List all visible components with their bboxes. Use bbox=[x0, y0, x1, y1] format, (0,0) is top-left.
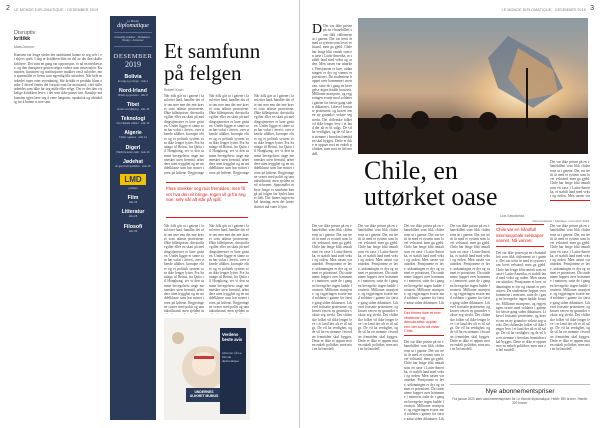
article-body-col2: Det var ikke prisen på en t-banebillett som fikk chilenerne ut i gatene. Det var tretti år med et system som lovet velstand, men ga gjeld. Chile har lenge blitt omtalt som en oase i Latin-Amerika, et stabilt land med vekst og orden. Men oasen var uttørket. Pensjonene er lave, utdanningen er dyr og vannet er privatisert. Da studentene hoppet over bommene i metroen, satte de i gang en bevegelse ingen hadde forutsett. Millioner marsjerte, og regjeringen svarte med soldater i gatene for første gang siden diktaturet. Likevel fortsatte protestene, og kravet om en ny grunnlov vokste seg sterkt. Det chilenske folket vil ikke lenger leve i et land der alt er til salgs. De vil ha verdighet, og de vil ha en stemme i hvordan fremtiden skal bygges. Dette er ikke et opprør mot en enkelt politiker, men mot en hel modell. bbox=[358, 224, 398, 352]
sidebar-bottom-sections bbox=[110, 195, 156, 233]
article-body-col1b: Når folk går ut i gatene i land etter land, handler det ofte om mer enn det ene kravet som utløste protestene. Økte billettpriser, drivstoffavgifter eller en skatt på meldingstjenester er bare gnisten. Under ligger et sinne som har vokst i årevis, over økende ulikhet, korrupte eliter og et politisk system som ikke lenger lytter. Fra Santiago til Beirut, fra Quito til Hongkong, ser vi den samme bevegelsen: unge mennesker uten fremtid, arbeidere uten trygghet og en middelklasse som har mistet troen på løftene. Regjeringene svarer med politi og unntakstilstand, men sjelden m bbox=[164, 224, 204, 313]
sidebar-section-sub: Folket i gatene · side 14 bbox=[119, 136, 147, 140]
article-body-col3: Når folk går ut i gatene i land etter land, handler det ofte om mer enn det ene kravet som utløste protestene. Økte billettpriser, drivstoffavgifter eller en skatt på meldingstjenester er bare gnisten. Under ligger et sinne som har vokst i årevis, over økende ulikhet, korrupte eliter og et politisk system som ikke lenger lytter. Fra Santiago til Beirut, fra Quito til Hongkong, ser vi den samme bevegelsen: unge mennesker uten fremtid, arbeidere uten trygghet og en middelklasse som har mistet troen på løftene. Regjeringene svarer med politi og unntakstilstand, men sjelden med reformer. Spørsmålet er hvor lenge et samfunn kan gå på felgen før hjulet løsner helt. Det finnes ingen enkel løsning, men det første skrittet må være å lytte. bbox=[254, 94, 294, 209]
sidebar-section-sub: Et gammelt spøkelse · side 18 bbox=[115, 164, 151, 168]
article-disruptiv bbox=[14, 30, 102, 417]
sidebar-section-title[interactable]: Nord-Irland bbox=[119, 87, 147, 94]
contents-sidebar bbox=[110, 16, 156, 420]
article-column-4 bbox=[450, 224, 490, 380]
sidebar-divider bbox=[114, 32, 152, 33]
article-column-3b bbox=[404, 340, 444, 420]
article-column-6 bbox=[550, 160, 590, 198]
article-column-2 bbox=[209, 94, 249, 176]
article-body-col1b: Det var ikke prisen på en t-banebillett som fikk chilenerne ut i gatene. Det var tretti år med et system som lovet velstand, men ga gjeld. Chile har lenge blitt omtalt som en oase i Latin-Amerika, et stabilt land med vekst og orden. Men oasen var uttørket. Pensjonene er lave, utdanningen er dyr og vannet er privatisert. Da studentene hoppet over bommene i metroen, satte de i gang en bevegelse ingen hadde forutsett. Millioner marsjerte, og regjeringen svarte med soldater i gatene for første gang siden diktaturet. Likevel fortsatte protestene, og kravet om en ny grunnlov vokste seg sterkt. Det chilenske folket vil ikke lenger leve i et land der alt er til salgs. De vil ha verdighet, og de vil ha en stemme i hvordan fremtiden skal bygges. Dette er ikke et opprør mot en enkelt politiker, men mot en hel modell. bbox=[312, 224, 352, 352]
article-body: Kunsten var lenge stedet der samfunnet kunne se seg selv i et skjevt speil. I dag er kritikken blitt en del av det den skulle kritisere. Det som en gang var opposisjon, er nå en merkevare, og den disruptive gesten selges videre som innovasjon. Kunstnere, kuratorer og institusjoner snakker om å utfordre, men spørsmålet er hvem som egentlig blir utfordret. Når hele markedet roper etter nytenkning, blir kritikk et produkt blant andre. Likevel finnes det fortsatt rom for motstand, i det stille arbeidet som ikke lar seg måle eller selge. Det er der den virkelige kritikken lever, i det som ikke passer inn. Kanskje må kunsten igjen lære seg å være langsom, upraktisk og ubrukelig for å kunne si noe sant. bbox=[14, 53, 102, 104]
drop-cap: D bbox=[312, 24, 323, 37]
masthead-small: Le Monde bbox=[127, 20, 139, 23]
sidebar-section-title[interactable]: Jødehat bbox=[123, 158, 143, 165]
article-column-2 bbox=[358, 224, 398, 420]
article-byline: Luis Sepúlveda bbox=[500, 214, 524, 218]
article-body-col5b: Det var ikke prisen på en t-banebillett som fikk chilenerne ut i gatene. Det var tretti år med et system som lovet velstand, men ga gjeld. Chile har lenge blitt omtalt som en oase i Latin-Amerika, et stabilt land med vekst og orden. Men oasen var uttørket. Pensjonene er lave, utdanningen er dyr og vannet er privatisert. Da studentene hoppet over bommene i metroen, satte de i gang en bevegelse ingen hadde forutsett. Millioner marsjerte, og regjeringen svarte med soldater i gatene for første gang siden diktaturet. Likevel fortsatte protestene, og kravet om en ny grunnlov vokste seg sterkt. Det chilenske folket vil ikke lenger leve i et land der alt er til salgs. De vil ha verdighet, og de vil ha en stemme i hvordan fremtiden skal bygges. Dette er ikke et opprør mot en enkelt politiker, men mot en hel modell. bbox=[496, 250, 546, 353]
article-body-text: Det var ikke prisen på en t-banebillett som fikk chilenerne ut i gatene. Det var tretti år med et system som lovet velstand, men ga gjeld. Chile har lenge blitt omtalt som en oase i Latin-Amerika, et stabilt land med vekst og orden. Men oasen var uttørket. Pensjonene er lave, utdanningen er dyr og vannet er privatisert. Da studentene hoppet over bommene i metroen, satte de i gang en bevegelse ingen hadde forutsett. Millioner marsjerte, og regjeringen svarte med soldater i gatene for første gang siden diktaturet. Likevel fortsatte protestene, og kravet om en ny grunnlov vokste seg sterkt. Det chilenske folket vil ikke lenger leve i et land der alt er til salgs. De vil ha verdighet, og de vil ha en stemme i hvordan fremtiden skal bygges. Dette er ikke et opprør mot en enkelt politiker, men mot en hel modell. bbox=[312, 24, 352, 156]
lmd-logo: LMD bbox=[120, 174, 145, 185]
pull-quote-box bbox=[166, 182, 248, 218]
staff-list: Ansvarlig redaktør · Redaksjon · Design · Annonser bbox=[114, 36, 152, 43]
photo-caption: Demonstranter i Santiago, november 2019. bbox=[532, 219, 590, 223]
sidebar-divider bbox=[114, 46, 152, 47]
sidebar-section-sub: Et valg og et kupp · side 4 bbox=[118, 79, 148, 83]
article-column-5b bbox=[496, 224, 546, 371]
pull-quote-box bbox=[496, 224, 544, 247]
article-body-col2b: Når folk går ut i gatene i land etter land, handler det ofte om mer enn det ene kravet som utløste protestene. Økte billettpriser, drivstoffavgifter eller en skatt på meldingstjenester er bare gnisten. Under ligger et sinne som har vokst i årevis, over økende ulikhet, korrupte eliter og et politisk system som ikke lenger lytter. Fra Santiago til Beirut, fra Quito til Hongkong, ser vi den samme bevegelsen: unge mennesker uten fremtid, arbeidere uten trygghet og en middelklasse som har mistet troen på løftene. Regjeringene svarer med politi og unntakstilstand, men sjelden m bbox=[209, 224, 249, 313]
sidebar-section-sub: Plattformenes makt · side 16 bbox=[116, 150, 150, 154]
article-title-line2: på felgen bbox=[164, 61, 242, 85]
protest-photo bbox=[358, 18, 588, 154]
pull-quote-rule bbox=[550, 200, 590, 201]
pull-quote-box bbox=[404, 308, 444, 336]
sidebar-section-sub: Brexit og grensen · side 8 bbox=[118, 93, 148, 97]
article-body-col1 bbox=[312, 24, 352, 214]
article-column-1b bbox=[164, 224, 204, 314]
pull-quote: Det finnes ikke et mer ventende og demokratisk opprør enn det som nå rister Chile. bbox=[404, 311, 441, 334]
sidebar-section-sub: side 30 bbox=[128, 229, 138, 233]
sidebar-section-title[interactable]: Filosofi bbox=[123, 223, 143, 230]
subscription-text: Fra januar 2020 øker abonnementsprisen for Le Monde diplomatique. Helår: 590 kroner. Halvår: 320 kroner. bbox=[452, 397, 588, 405]
sidebar-section-title[interactable]: Tibet bbox=[126, 102, 140, 109]
hero-photo bbox=[358, 18, 588, 154]
page-number: 2 bbox=[6, 5, 10, 12]
article-column-1 bbox=[312, 24, 352, 214]
running-head: LE MONDE DIPLOMATIQUE · DESEMBER 2019 bbox=[14, 8, 99, 12]
article-body-col3b: Det var ikke prisen på en t-banebillett som fikk chilenerne ut i gatene. Det var tretti år med et system som lovet velstand, men ga gjeld. Chile har lenge blitt omtalt som en oase i Latin-Amerika, et stabilt land med vekst og orden. Men oasen var uttørket. Pensjonene er lave, utdanningen er dyr og vannet er privatisert. Da studentene hoppet over bommene i metroen, satte de i gang en bevegelse ingen hadde forutsett. Millioner marsjerte, og regjeringen svarte med soldater i gatene for første gang siden diktaturet. Lik bbox=[404, 340, 444, 420]
article-column-2b bbox=[209, 224, 249, 314]
right-page bbox=[300, 0, 600, 428]
issue-year: 2019 bbox=[125, 59, 141, 69]
article-column-3 bbox=[254, 94, 294, 420]
article-kicker: Disruptiv bbox=[14, 30, 36, 36]
masthead: diplomatique bbox=[117, 23, 149, 30]
divider bbox=[450, 384, 590, 385]
page-number: 3 bbox=[590, 5, 594, 12]
pull-quote: Flere strekker seg mot fremtiden, men få vet hva den vil bringe. Ingen vil gi fra seg noe, selv når alt står på spill. bbox=[166, 186, 246, 202]
sidebar-section-sub: side 26 bbox=[128, 201, 138, 205]
subscription-title: Nye abonnementspriser bbox=[485, 388, 555, 395]
running-head: LE MONDE DIPLOMATIQUE · DESEMBER 2019 bbox=[501, 8, 586, 12]
sidebar-section-title[interactable]: Algerie bbox=[124, 130, 142, 137]
article-title-line1: Chile, en bbox=[364, 156, 458, 185]
article-body-col1: Når folk går ut i gatene i land etter land, handler det ofte om mer enn det ene kravet som utløste protestene. Økte billettpriser, drivstoffavgifter eller en skatt på meldingstjenester er bare gnisten. Under ligger et sinne som har vokst i årevis, over økende ulikhet, korrupte eliter og et politisk system som ikke lenger lytter. Fra Santiago til Beirut, fra Quito til Hongkong, ser vi den samme bevegelsen: unge mennesker uten fremtid, arbeidere uten trygghet og en middelklasse som har mistet troen på løftene. Regjeringe bbox=[164, 94, 204, 175]
article-title: kritikk bbox=[14, 36, 31, 42]
article-column-1 bbox=[164, 94, 204, 176]
issue-month: DESEMBER bbox=[113, 52, 153, 60]
article-byline: Mats Dumon bbox=[14, 45, 34, 49]
lmd-logo-sub: podkast bbox=[128, 187, 138, 191]
article-title-line1: Et samfunn bbox=[164, 39, 261, 63]
pull-quote: Chile var en håndfull internasjonale selskaper vannet. Nå vannet. bbox=[496, 227, 544, 243]
article-body-col6b: Det var ikke prisen på en t-banebillett som fikk chilenerne ut i gatene. Det var tretti år med et system som lovet velstand, men ga gjeld. Chile har lenge blitt omtalt som en oase i Latin-Amerika, et stabilt land med vekst og orden. Men oasen var uttørket. Pensjonene er lave, utdanningen er dyr og vannet er privatisert. Da studentene hoppet over bommene i metroen, satte de i gang en bevegelse ingen hadde forutsett. Millioner marsjerte, og regjeringen svarte med soldater i gatene for første gang siden diktaturet. Likevel fortsatte protestene, og kravet om en ny grunnlov vokste seg sterkt. Det chilenske folket vil ikke lenger leve i et land der alt er til salgs. De vil ha verdighet, og de vil ha en stemme i hvordan fremtiden skal bygges. Dette er ikke et opprør mot en enkelt politiker, men mot en hel modell. bbox=[550, 224, 590, 352]
sidebar-sections bbox=[110, 74, 156, 168]
ad-caption: Verdens beste avis bbox=[222, 332, 243, 342]
ad-label: UNDERNES ULIKHET MUMUS bbox=[189, 390, 219, 398]
article-column-6b bbox=[550, 224, 590, 380]
article-body-col6: Det var ikke prisen på en t-banebillett som fikk chilenerne ut i gatene. Det var tretti år med et system som lovet velstand, men ga gjeld. Chile har lenge blitt omtalt som en oase i Latin-Amerika, et stabilt land med vekst og orden. Men oasen var bbox=[550, 160, 590, 198]
article-body-col4: Det var ikke prisen på en t-banebillett som fikk chilenerne ut i gatene. Det var tretti år med et system som lovet velstand, men ga gjeld. Chile har lenge blitt omtalt som en oase i Latin-Amerika, et stabilt land med vekst og orden. Men oasen var uttørket. Pensjonene er lave, utdanningen er dyr og vannet er privatisert. Da studentene hoppet over bommene i metroen, satte de i gang en bevegelse ingen hadde forutsett. Millioner marsjerte, og regjeringen svarte med soldater i gatene for første gang siden diktaturet. Likevel fortsatte protestene, og kravet om en ny grunnlov vokste seg sterkt. Det chilenske folket vil ikke lenger leve i et land der alt er til salgs. De vil ha verdighet, og de vil ha en stemme i hvordan fremtiden skal bygges. Dette er ikke et opprør mot en enkelt politiker, men mot en hel modell. bbox=[450, 224, 490, 352]
article-body-col3: Det var ikke prisen på en t-banebillett som fikk chilenerne ut i gatene. Det var tretti år med et system som lovet velstand, men ga gjeld. Chile har lenge blitt omtalt som en oase i Latin-Amerika, et stabilt land med vekst og orden. Men oasen var uttørket. Pensjonene er lave, utdanningen er dyr og vannet er privatisert. Da studentene hoppet over bommene i metroen, satte de i gang en bevegelse ingen hadde forutsett. Millioner marsjerte, og regjeringen svarte med soldater i gatene for første gang siden diktaturet. Lik bbox=[404, 224, 444, 304]
sidebar-section-sub: side 28 bbox=[128, 215, 138, 219]
ad-sub: Abonner på Le Monde diplomatique bbox=[222, 351, 242, 363]
sidebar-section-title[interactable]: Teknologi bbox=[120, 116, 146, 123]
article-title-line2: uttørket oase bbox=[364, 182, 498, 211]
article-body-col2: Når folk går ut i gatene i land etter land, handler det ofte om mer enn det ene kravet som utløste protestene. Økte billettpriser, drivstoffavgifter eller en skatt på meldingstjenester er bare gnisten. Under ligger et sinne som har vokst i årevis, over økende ulikhet, korrupte eliter og et politisk system som ikke lenger lytter. Fra Santiago til Beirut, fra Quito til Hongkong, ser vi den samme bevegelsen: unge mennesker uten fremtid, arbeidere uten trygghet og en middelklasse som har mistet troen på løftene. Regjeringe bbox=[209, 94, 249, 175]
sidebar-section-sub: Under overvåkning · side 10 bbox=[116, 108, 150, 112]
article-byline: Robert Koch bbox=[164, 88, 184, 92]
article-column-3 bbox=[404, 224, 444, 304]
sidebar-section-title[interactable]: Film bbox=[127, 195, 139, 202]
subscription-ad[interactable] bbox=[164, 318, 250, 420]
subscription-notice[interactable] bbox=[450, 388, 590, 405]
sidebar-section-sub: Den digitale vakten · side 12 bbox=[116, 122, 150, 126]
sidebar-section-title[interactable]: Bolivia bbox=[124, 73, 142, 80]
article-column-1b bbox=[312, 224, 352, 420]
sidebar-section-title[interactable]: Litteratur bbox=[121, 209, 145, 216]
sidebar-section-title[interactable]: Digerl bbox=[125, 144, 141, 151]
